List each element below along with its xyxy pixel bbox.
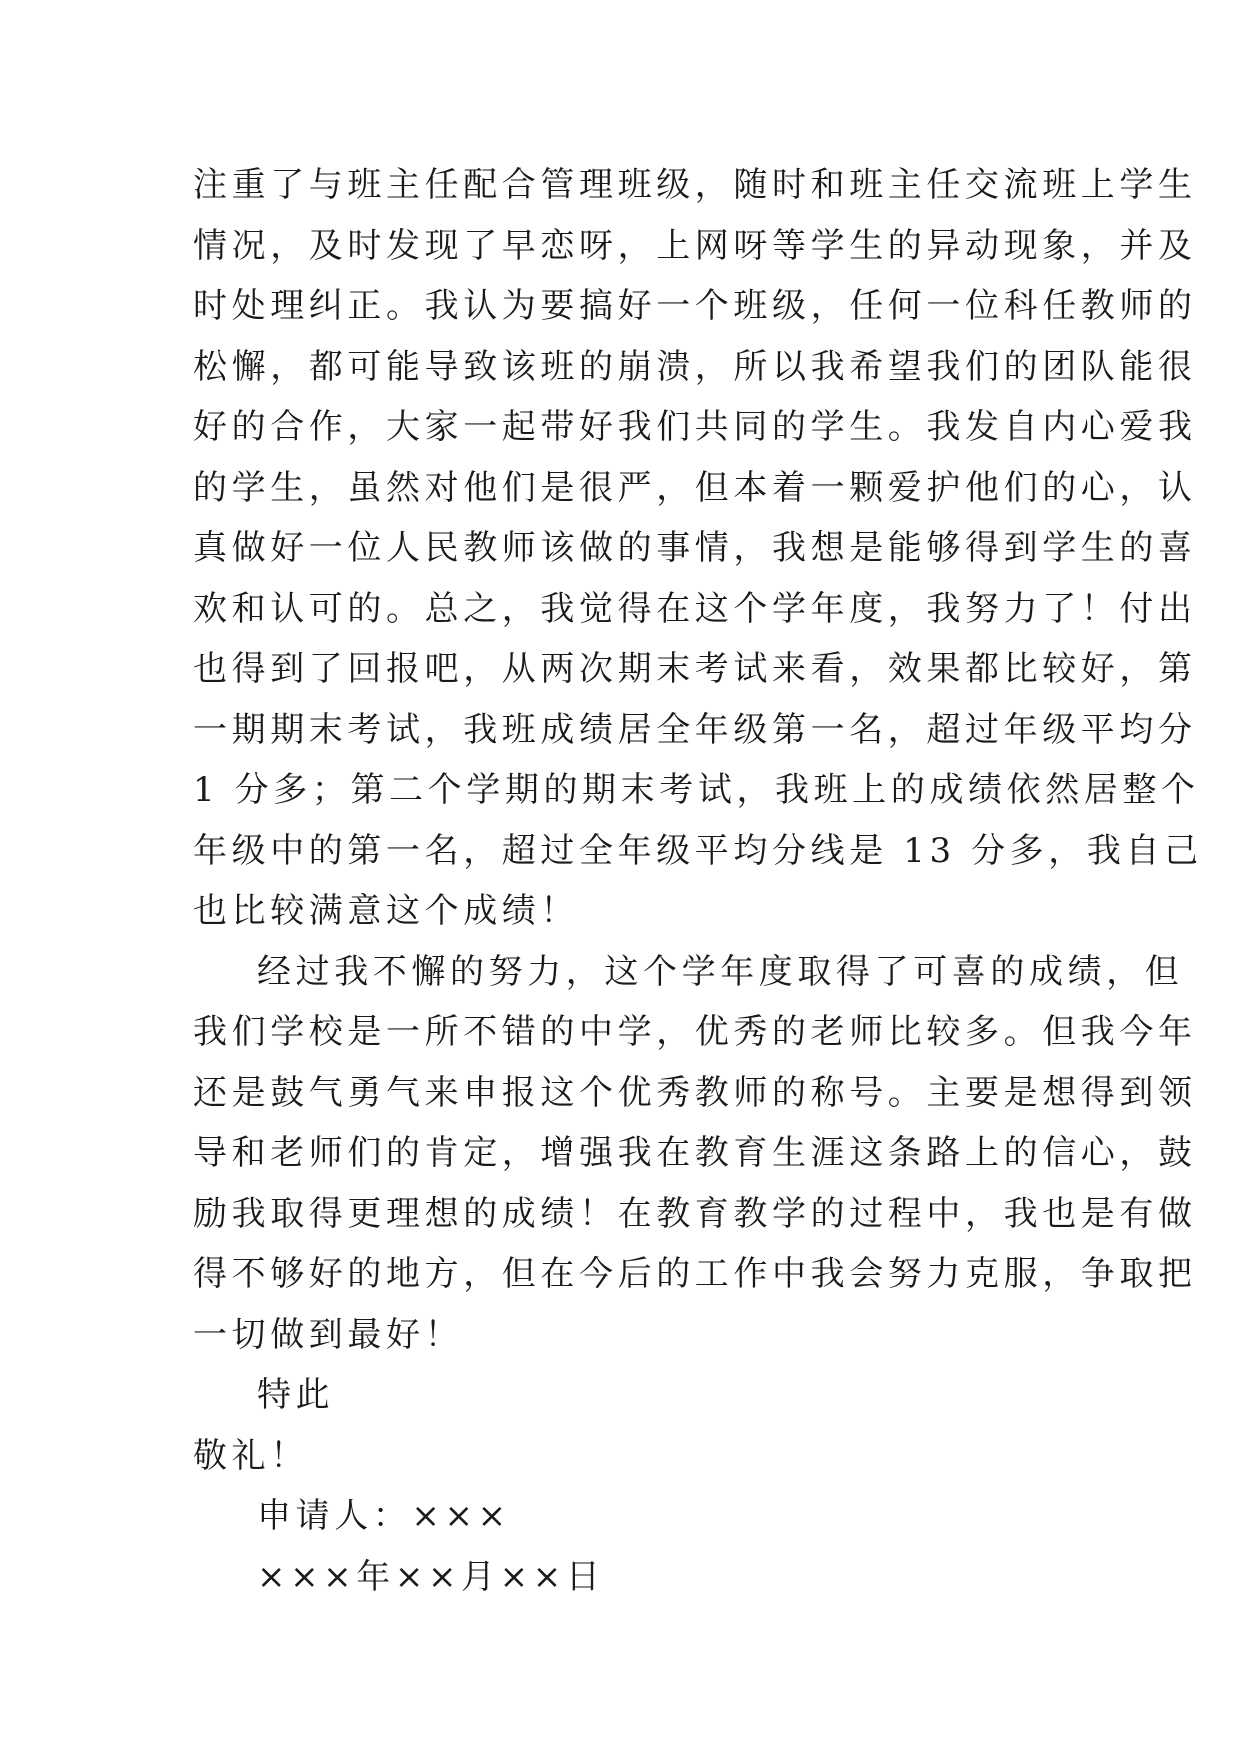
paragraph-1-line: 的学生，虽然对他们是很严，但本着一颗爱护他们的心，认 (193, 467, 1197, 508)
document-body (193, 155, 1203, 1607)
paragraph-1-line: 松懈，都可能导致该班的崩溃，所以我希望我们的团队能很 (193, 346, 1197, 387)
paragraph-2-line: 经过我不懈的努力，这个学年度取得了可喜的成绩，但 (257, 951, 1184, 992)
paragraph-1-line: 也比较满意这个成绩！ (193, 891, 579, 931)
paragraph-2-line: 得不够好的地方，但在今后的工作中我会努力克服，争取把 (193, 1254, 1197, 1294)
paragraph-2-line: 我们学校是一所不错的中学，优秀的老师比较多。但我今年 (193, 1012, 1197, 1052)
paragraph-1-line: 年级中的第一名，超过全年级平均分线是 13 分多，我自己 (193, 830, 1203, 871)
date-line: ×××年××月××日 (257, 1556, 605, 1597)
paragraph-1-line: 时处理纠正。我认为要搞好一个班级，任何一位科任教师的 (193, 286, 1197, 326)
paragraph-1-line: 1 分多；第二个学期的期末考试，我班上的成绩依然居整个 (193, 770, 1200, 810)
paragraph-1-line: 真做好一位人民教师该做的事情，我想是能够得到学生的喜 (193, 528, 1197, 568)
paragraph-2-line: 励我取得更理想的成绩！在教育教学的过程中，我也是有做 (193, 1193, 1197, 1234)
paragraph-2-line: 导和老师们的肯定，增强我在教育生涯这条路上的信心，鼓 (193, 1133, 1197, 1173)
paragraph-1-line: 一期期末考试，我班成绩居全年级第一名，超过年级平均分 (193, 709, 1197, 750)
paragraph-1-line: 欢和认可的。总之，我觉得在这个学年度，我努力了！付出 (193, 588, 1197, 629)
paragraph-1-line: 注重了与班主任配合管理班级，随时和班主任交流班上学生 (193, 165, 1197, 205)
applicant-signature: 申请人：××× (257, 1496, 511, 1536)
salutation: 敬礼！ (193, 1435, 309, 1476)
paragraph-2-line: 还是鼓气勇气来申报这个优秀教师的称号。主要是想得到领 (193, 1072, 1197, 1113)
paragraph-2-line: 一切做到最好！ (193, 1314, 464, 1355)
paragraph-1-line: 好的合作，大家一起带好我们共同的学生。我发自内心爱我 (193, 407, 1197, 447)
closing-phrase: 特此 (257, 1375, 335, 1415)
paragraph-1-line: 情况，及时发现了早恋呀，上网呀等学生的异动现象，并及 (193, 225, 1197, 266)
paragraph-1-line: 也得到了回报吧，从两次期末考试来看，效果都比较好，第 (193, 649, 1197, 689)
